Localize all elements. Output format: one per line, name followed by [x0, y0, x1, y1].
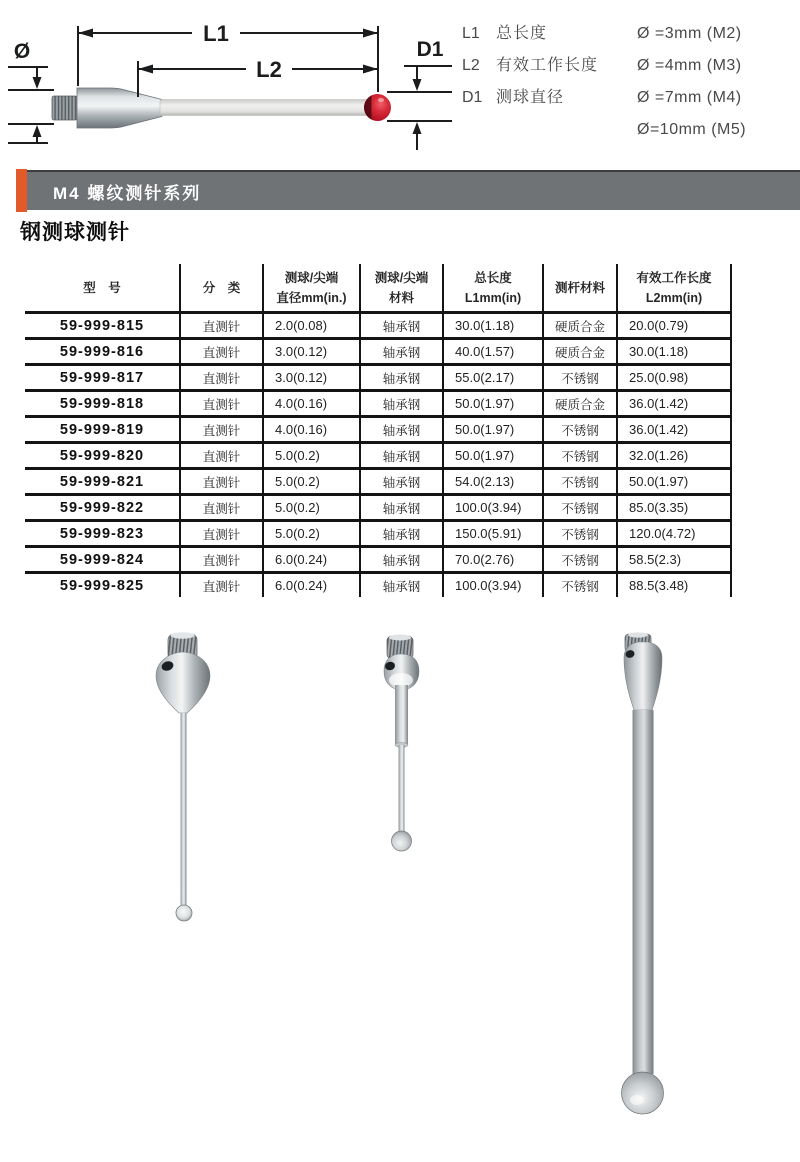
spec-cell: 直测针 — [180, 547, 263, 573]
spec-cell: 不锈钢 — [543, 469, 617, 495]
spec-cell: 36.0(1.42) — [617, 391, 731, 417]
model-cell: 59-999-816 — [25, 339, 180, 365]
table-row — [25, 573, 731, 598]
stylus-ball — [176, 905, 192, 921]
table-row — [25, 495, 731, 521]
stylus-shaft — [399, 745, 405, 832]
spec-cell: 4.0(0.16) — [263, 417, 360, 443]
spec-cell: 直测针 — [180, 495, 263, 521]
spec-cell: 100.0(3.94) — [443, 573, 543, 598]
spec-cell: 120.0(4.72) — [617, 521, 731, 547]
column-header-4: 总长度 L1mm(in) — [443, 264, 543, 313]
dim-label-l1: L1 — [203, 21, 229, 46]
spec-cell: 不锈钢 — [543, 417, 617, 443]
thread-size-legend — [637, 24, 746, 152]
spec-cell: 36.0(1.42) — [617, 417, 731, 443]
spec-cell: 轴承钢 — [360, 469, 443, 495]
model-cell: 59-999-821 — [25, 469, 180, 495]
column-header-0: 型 号 — [25, 264, 180, 313]
spec-cell: 不锈钢 — [543, 573, 617, 598]
table-row — [25, 547, 731, 573]
model-cell: 59-999-825 — [25, 573, 180, 598]
spec-cell: 硬质合金 — [543, 313, 617, 339]
spec-cell: 32.0(1.26) — [617, 443, 731, 469]
spec-cell: 50.0(1.97) — [443, 443, 543, 469]
model-cell: 59-999-823 — [25, 521, 180, 547]
legend-code: D1 — [462, 89, 483, 106]
stylus-ball — [392, 831, 412, 851]
column-header-2: 测球/尖端 直径mm(in.) — [263, 264, 360, 313]
model-cell: 59-999-822 — [25, 495, 180, 521]
table-row — [25, 469, 731, 495]
spec-cell: 88.5(3.48) — [617, 573, 731, 598]
legend-item-d1 — [462, 88, 598, 120]
series-header-bar — [16, 169, 800, 212]
spec-cell: 轴承钢 — [360, 547, 443, 573]
spec-cell: 不锈钢 — [543, 495, 617, 521]
dimension-legend — [462, 24, 598, 120]
model-cell: 59-999-817 — [25, 365, 180, 391]
spec-cell: 5.0(0.2) — [263, 469, 360, 495]
spec-cell: 硬质合金 — [543, 391, 617, 417]
spec-cell: 20.0(0.79) — [617, 313, 731, 339]
stylus-ball — [622, 1072, 664, 1114]
spec-cell: 轴承钢 — [360, 521, 443, 547]
spec-cell: 直测针 — [180, 469, 263, 495]
dim-label-dia: Ø — [13, 40, 31, 63]
spec-cell: 50.0(1.97) — [443, 391, 543, 417]
column-header-3: 测球/尖端 材料 — [360, 264, 443, 313]
column-header-5: 测杆材料 — [543, 264, 617, 313]
legend-item-l1 — [462, 24, 598, 56]
legend-code: L2 — [462, 57, 480, 74]
spec-cell: 不锈钢 — [543, 365, 617, 391]
spec-cell: 轴承钢 — [360, 313, 443, 339]
spec-cell: 不锈钢 — [543, 521, 617, 547]
orange-accent-block — [16, 169, 27, 212]
model-cell: 59-999-820 — [25, 443, 180, 469]
spec-cell: 不锈钢 — [543, 547, 617, 573]
thread-size-m5: Ø=10mm (M5) — [637, 121, 747, 138]
spec-cell: 轴承钢 — [360, 365, 443, 391]
thread-size-m4: Ø =7mm (M4) — [637, 89, 742, 106]
spec-cell: 55.0(2.17) — [443, 365, 543, 391]
spec-cell: 直测针 — [180, 365, 263, 391]
thread-size-m2: Ø =3mm (M2) — [637, 25, 742, 42]
spec-cell: 25.0(0.98) — [617, 365, 731, 391]
short-stylus-image — [145, 630, 227, 925]
spec-cell: 直测针 — [180, 339, 263, 365]
stylus-body — [156, 652, 210, 713]
table-row — [25, 521, 731, 547]
table-row — [25, 365, 731, 391]
column-header-6: 有效工作长度 L2mm(in) — [617, 264, 731, 313]
spec-cell: 硬质合金 — [543, 339, 617, 365]
spec-cell: 直测针 — [180, 521, 263, 547]
spec-cell: 5.0(0.2) — [263, 495, 360, 521]
spec-cell: 54.0(2.13) — [443, 469, 543, 495]
stylus-shaft — [181, 713, 187, 906]
spec-cell: 6.0(0.24) — [263, 547, 360, 573]
long-stylus-image — [588, 628, 682, 1128]
model-cell: 59-999-824 — [25, 547, 180, 573]
stylus-shaft — [633, 710, 654, 1074]
table-row — [25, 417, 731, 443]
model-cell: 59-999-815 — [25, 313, 180, 339]
spec-cell: 2.0(0.08) — [263, 313, 360, 339]
legend-text: 总长度 — [496, 25, 548, 42]
table-row — [25, 339, 731, 365]
spec-cell: 3.0(0.12) — [263, 339, 360, 365]
model-cell: 59-999-818 — [25, 391, 180, 417]
spec-cell: 70.0(2.76) — [443, 547, 543, 573]
spec-cell: 轴承钢 — [360, 573, 443, 598]
table-header — [25, 264, 731, 313]
legend-code: L1 — [462, 25, 480, 42]
stylus-upper-shaft — [395, 685, 408, 745]
spec-cell: 50.0(1.97) — [617, 469, 731, 495]
spec-cell: 6.0(0.24) — [263, 573, 360, 598]
section-title: 钢测球测针 — [20, 221, 130, 244]
spec-cell: 40.0(1.57) — [443, 339, 543, 365]
spec-cell: 轴承钢 — [360, 443, 443, 469]
table-row — [25, 391, 731, 417]
spec-cell: 直测针 — [180, 391, 263, 417]
series-title: M4 螺纹测针系列 — [53, 183, 202, 203]
spec-cell: 85.0(3.35) — [617, 495, 731, 521]
spec-cell: 5.0(0.2) — [263, 443, 360, 469]
body-highlight — [389, 673, 413, 687]
spec-cell: 3.0(0.12) — [263, 365, 360, 391]
spec-cell: 轴承钢 — [360, 391, 443, 417]
stylus-table — [25, 264, 732, 597]
spec-cell: 4.0(0.16) — [263, 391, 360, 417]
table-row — [25, 443, 731, 469]
spec-cell: 58.5(2.3) — [617, 547, 731, 573]
spec-cell: 150.0(5.91) — [443, 521, 543, 547]
model-cell: 59-999-819 — [25, 417, 180, 443]
legend-item-l2 — [462, 56, 598, 88]
column-header-1: 分 类 — [180, 264, 263, 313]
spec-cell: 5.0(0.2) — [263, 521, 360, 547]
spec-cell: 50.0(1.97) — [443, 417, 543, 443]
spec-cell: 轴承钢 — [360, 495, 443, 521]
spec-cell: 30.0(1.18) — [617, 339, 731, 365]
spec-cell: 轴承钢 — [360, 417, 443, 443]
legend-text: 有效工作长度 — [496, 57, 599, 74]
thread-size-m3: Ø =4mm (M3) — [637, 57, 742, 74]
spec-cell: 直测针 — [180, 417, 263, 443]
legend-text: 测球直径 — [496, 89, 565, 106]
stylus-dimension-diagram — [0, 0, 460, 165]
spec-cell: 30.0(1.18) — [443, 313, 543, 339]
dim-label-l2: L2 — [256, 57, 282, 82]
spec-cell: 直测针 — [180, 573, 263, 598]
diagram-stylus-drawing — [52, 88, 391, 128]
medium-stylus-image — [358, 626, 430, 861]
dim-label-d1: D1 — [416, 38, 444, 61]
spec-cell: 不锈钢 — [543, 443, 617, 469]
spec-cell: 直测针 — [180, 313, 263, 339]
spec-cell: 100.0(3.94) — [443, 495, 543, 521]
spec-cell: 直测针 — [180, 443, 263, 469]
table-row — [25, 313, 731, 339]
spec-cell: 轴承钢 — [360, 339, 443, 365]
